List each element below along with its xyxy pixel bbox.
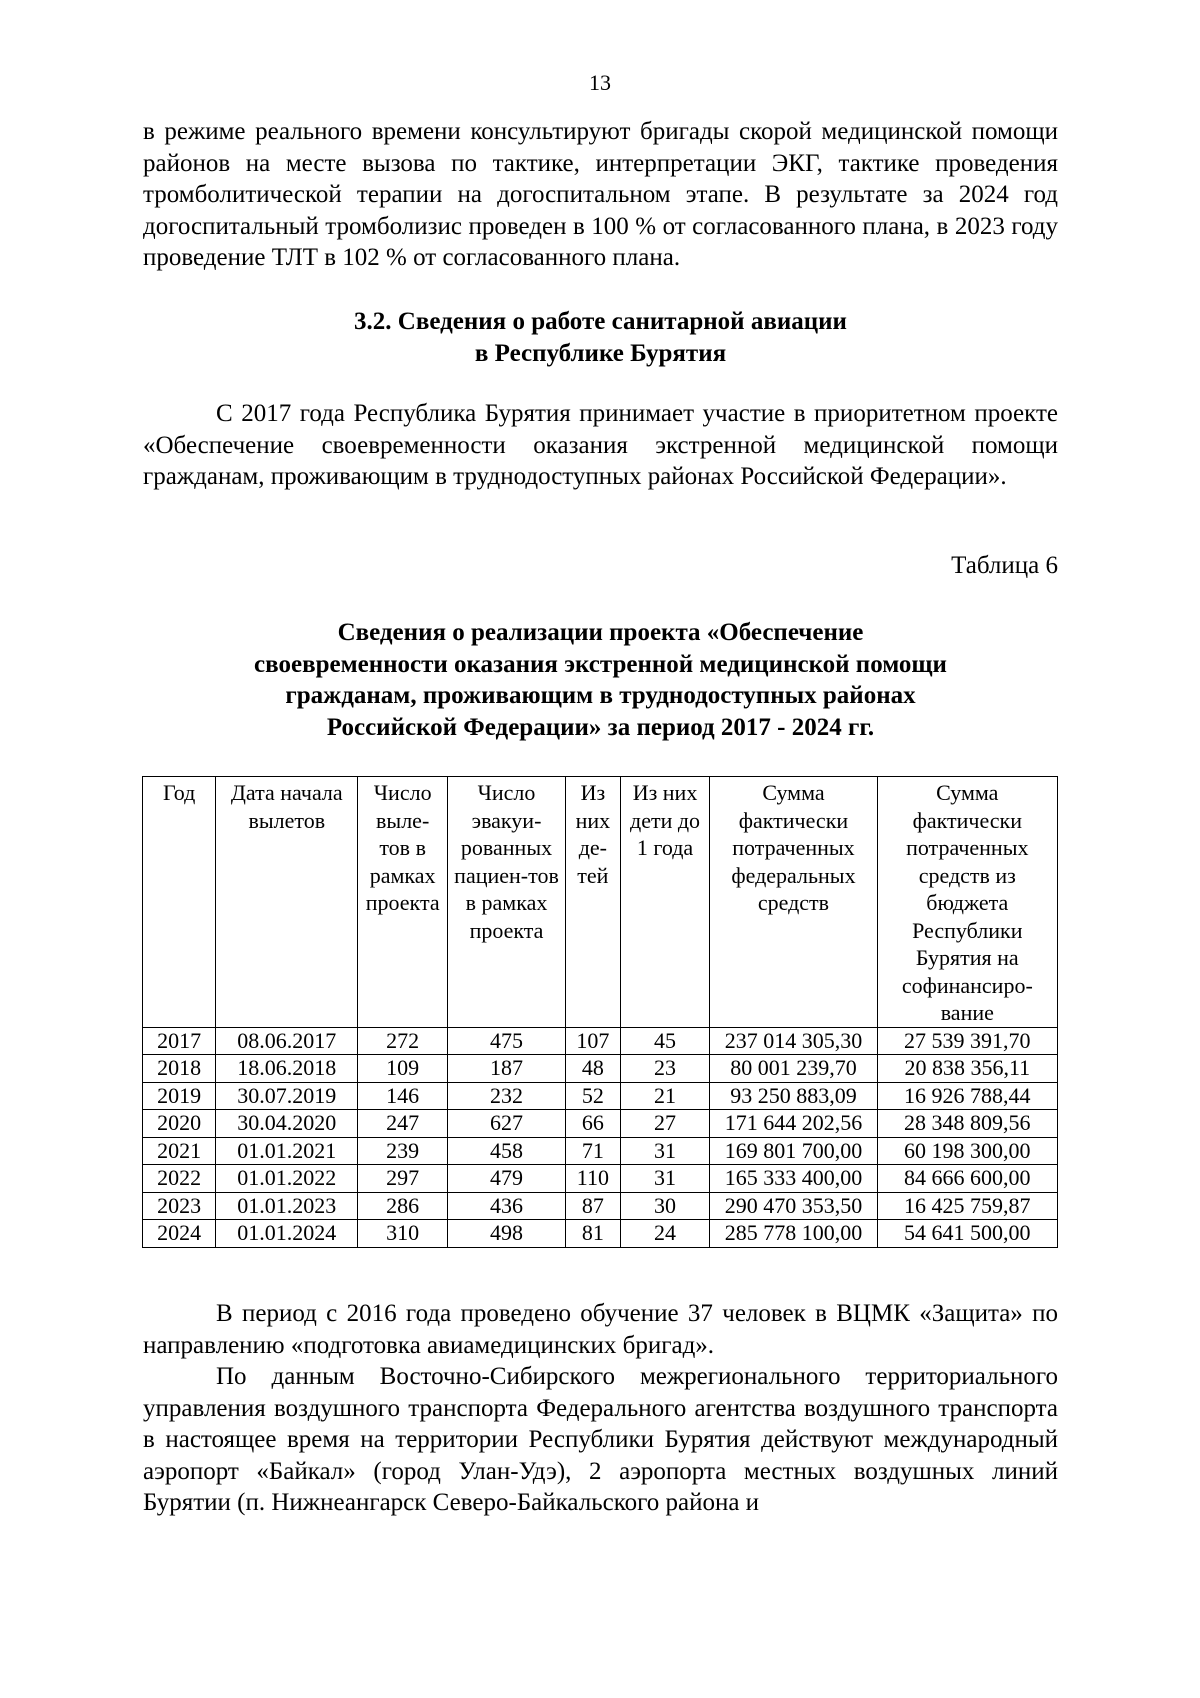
cell-year: 2017 <box>143 1027 216 1055</box>
header-flights: Число выле-тов в рамках проекта <box>358 777 448 1028</box>
table-title-line-3: гражданам, проживающим в труднодоступных районах <box>285 682 916 709</box>
cell-infants: 24 <box>620 1220 710 1248</box>
cell-year: 2022 <box>143 1165 216 1193</box>
paragraph-thrombolysis: в режиме реального времени консультируют бригады скорой медицинской помощи районов на месте вызова по тактике, интерпретации ЭКГ, тактике проведения тромболитической терапии на догоспитальном этапе. В результате за 2024 год догоспитальный тромболизис проведен в 100 % от согласованного плана, в 2023 году проведение ТЛТ в 102 % от согласованного плана. <box>143 118 1058 271</box>
cell-evacuated: 232 <box>447 1082 565 1110</box>
table-row <box>143 1220 1058 1248</box>
cell-flights: 247 <box>358 1110 448 1138</box>
cell-flights: 272 <box>358 1027 448 1055</box>
paragraph-airports: По данным Восточно-Сибирского межрегионального территориального управления воздушного транспорта Федерального агентства воздушного транспорта в настоящее время на территории Республики Бурятия действуют международный аэропорт «Байкал» (город Улан-Удэ), 2 аэропорта местных воздушных линий Бурятии (п. Нижнеангарск Северо-Байкальского района и <box>143 1363 1058 1516</box>
cell-start-date: 01.01.2024 <box>216 1220 358 1248</box>
cell-year: 2024 <box>143 1220 216 1248</box>
header-start-date: Дата начала вылетов <box>216 777 358 1028</box>
cell-children: 52 <box>566 1082 621 1110</box>
cell-start-date: 30.07.2019 <box>216 1082 358 1110</box>
cell-evacuated: 436 <box>447 1192 565 1220</box>
header-federal-funds: Сумма фактически потраченных федеральных средств <box>710 777 877 1028</box>
cell-flights: 310 <box>358 1220 448 1248</box>
cell-evacuated: 498 <box>447 1220 565 1248</box>
table-row <box>143 1110 1058 1138</box>
cell-infants: 31 <box>620 1137 710 1165</box>
sanaviation-table <box>142 776 1058 1248</box>
cell-federal-funds: 171 644 202,56 <box>710 1110 877 1138</box>
section-heading-line-2: в Республике Бурятия <box>474 339 727 367</box>
table-header-row <box>143 777 1058 1028</box>
cell-federal-funds: 169 801 700,00 <box>710 1137 877 1165</box>
cell-federal-funds: 237 014 305,30 <box>710 1027 877 1055</box>
table-row <box>143 1192 1058 1220</box>
section-heading <box>143 306 1058 369</box>
cell-year: 2018 <box>143 1055 216 1083</box>
cell-federal-funds: 93 250 883,09 <box>710 1082 877 1110</box>
cell-children: 81 <box>566 1220 621 1248</box>
cell-infants: 31 <box>620 1165 710 1193</box>
cell-start-date: 01.01.2022 <box>216 1165 358 1193</box>
table-row <box>143 1137 1058 1165</box>
cell-children: 107 <box>566 1027 621 1055</box>
cell-start-date: 18.06.2018 <box>216 1055 358 1083</box>
table-title-line-1: Сведения о реализации проекта «Обеспечение <box>337 619 864 646</box>
cell-year: 2020 <box>143 1110 216 1138</box>
cell-regional-funds: 84 666 600,00 <box>877 1165 1057 1193</box>
table-title-line-4: Российской Федерации» за период 2017 - 2024 гг. <box>326 713 875 741</box>
cell-start-date: 30.04.2020 <box>216 1110 358 1138</box>
cell-children: 48 <box>566 1055 621 1083</box>
cell-flights: 239 <box>358 1137 448 1165</box>
cell-year: 2021 <box>143 1137 216 1165</box>
cell-regional-funds: 16 926 788,44 <box>877 1082 1057 1110</box>
header-evacuated: Число эвакуи-рованных пациен-тов в рамках проекта <box>447 777 565 1028</box>
cell-regional-funds: 20 838 356,11 <box>877 1055 1057 1083</box>
cell-year: 2023 <box>143 1192 216 1220</box>
cell-children: 110 <box>566 1165 621 1193</box>
cell-regional-funds: 27 539 391,70 <box>877 1027 1057 1055</box>
paragraph-project-participation: С 2017 года Республика Бурятия принимает участие в приоритетном проекте «Обеспечение своевременности оказания экстренной медицинской помощи гражданам, проживающим в труднодоступных районах Российской Федерации». <box>143 400 1058 490</box>
table-title-line-2: своевременности оказания экстренной медицинской помощи <box>254 650 947 678</box>
cell-evacuated: 458 <box>447 1137 565 1165</box>
header-year: Год <box>143 777 216 1028</box>
cell-flights: 286 <box>358 1192 448 1220</box>
cell-children: 87 <box>566 1192 621 1220</box>
cell-regional-funds: 28 348 809,56 <box>877 1110 1057 1138</box>
cell-flights: 109 <box>358 1055 448 1083</box>
section-heading-line-1: 3.2. Сведения о работе санитарной авиации <box>354 308 847 335</box>
cell-federal-funds: 290 470 353,50 <box>710 1192 877 1220</box>
cell-flights: 146 <box>358 1082 448 1110</box>
cell-infants: 23 <box>620 1055 710 1083</box>
cell-children: 71 <box>566 1137 621 1165</box>
cell-infants: 21 <box>620 1082 710 1110</box>
cell-regional-funds: 54 641 500,00 <box>877 1220 1057 1248</box>
page-number: 13 <box>589 70 611 95</box>
header-infants: Из них дети до 1 года <box>620 777 710 1028</box>
cell-children: 66 <box>566 1110 621 1138</box>
closing-text <box>143 1298 1058 1519</box>
table-title <box>143 617 1058 743</box>
cell-evacuated: 627 <box>447 1110 565 1138</box>
cell-federal-funds: 165 333 400,00 <box>710 1165 877 1193</box>
cell-regional-funds: 16 425 759,87 <box>877 1192 1057 1220</box>
table-body <box>143 1027 1058 1247</box>
cell-evacuated: 479 <box>447 1165 565 1193</box>
table-label: Таблица 6 <box>951 552 1058 579</box>
header-regional-funds: Сумма фактически потраченных средств из бюджета Республики Бурятия на софинансиро-вание <box>877 777 1057 1028</box>
cell-evacuated: 187 <box>447 1055 565 1083</box>
cell-federal-funds: 80 001 239,70 <box>710 1055 877 1083</box>
cell-regional-funds: 60 198 300,00 <box>877 1137 1057 1165</box>
paragraph-training: В период с 2016 года проведено обучение 37 человек в ВЦМК «Защита» по направлению «подготовка авиамедицинских бригад». <box>143 1300 1058 1359</box>
cell-flights: 297 <box>358 1165 448 1193</box>
cell-infants: 27 <box>620 1110 710 1138</box>
cell-federal-funds: 285 778 100,00 <box>710 1220 877 1248</box>
table-row <box>143 1082 1058 1110</box>
table-row <box>143 1165 1058 1193</box>
header-children: Из них де-тей <box>566 777 621 1028</box>
cell-start-date: 01.01.2023 <box>216 1192 358 1220</box>
cell-start-date: 08.06.2017 <box>216 1027 358 1055</box>
cell-start-date: 01.01.2021 <box>216 1137 358 1165</box>
table-row <box>143 1027 1058 1055</box>
cell-infants: 30 <box>620 1192 710 1220</box>
cell-year: 2019 <box>143 1082 216 1110</box>
table-row <box>143 1055 1058 1083</box>
cell-evacuated: 475 <box>447 1027 565 1055</box>
cell-infants: 45 <box>620 1027 710 1055</box>
